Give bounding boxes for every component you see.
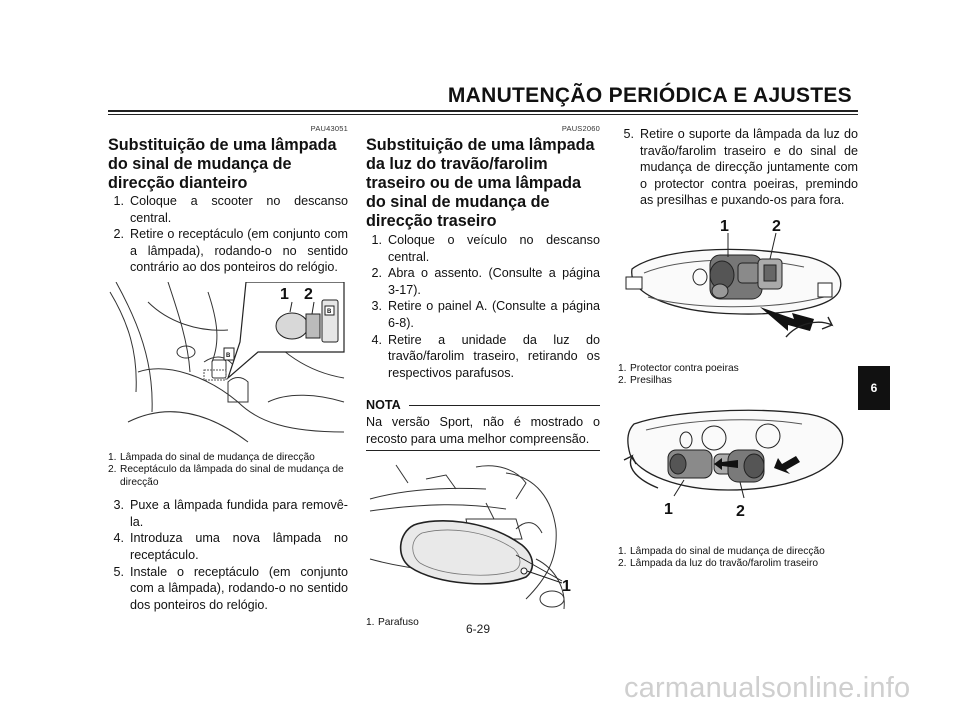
caption-item: 1. Protector contra poeiras bbox=[618, 362, 739, 374]
step-item: 1. Coloque o veículo no descanso central. bbox=[371, 233, 600, 264]
step-item: 5. Instale o receptáculo (em conjunto com a lâmpada), rodando-o no sentido dos ponteiros do relógio. bbox=[113, 564, 348, 612]
step-item: 5. Retire o suporte da lâmpada da luz do travão/farolim traseiro e do sinal de mudança de direcção juntamente com o protector contra poeiras, premindo as presilhas e puxando-os para fora. bbox=[623, 127, 858, 208]
front-turn-signal-illustration bbox=[108, 282, 348, 450]
callout-1: 1 bbox=[562, 578, 571, 596]
steps-list bbox=[108, 497, 348, 613]
figure-captions bbox=[618, 363, 858, 388]
rear-bulbs-illustration bbox=[618, 394, 858, 544]
nota-rule bbox=[366, 450, 600, 451]
callout-1: 1 bbox=[720, 217, 729, 235]
left-column bbox=[108, 124, 348, 613]
figure-front-turn-signal bbox=[108, 282, 348, 450]
caption-item: 2. Lâmpada da luz do travão/farolim traseiro bbox=[618, 558, 819, 570]
nota-heading: NOTA bbox=[366, 397, 600, 414]
section-heading: Substituição de uma lâmpada da luz do travão/farolim traseiro ou de uma lâmpada do sinal de mudança de direcção traseiro bbox=[366, 136, 595, 230]
callout-2: 2 bbox=[304, 285, 313, 303]
caption-item: 2. Receptáculo da lâmpada do sinal de mudança de direcção bbox=[108, 464, 344, 488]
caption-item: 1. Lâmpada do sinal de mudança de direcção bbox=[108, 451, 315, 463]
callout-2: 2 bbox=[772, 217, 781, 235]
steps-list bbox=[108, 193, 348, 276]
chapter-tab[interactable]: 6 bbox=[858, 366, 890, 410]
middle-column bbox=[366, 124, 600, 630]
bulb-holder-illustration bbox=[618, 213, 858, 357]
callout-2: 2 bbox=[736, 502, 745, 520]
figure-rear-bulbs bbox=[618, 394, 858, 544]
step-item: 4. Introduza uma nova lâmpada no receptáculo. bbox=[113, 531, 348, 562]
steps-list bbox=[366, 232, 600, 381]
section-heading: Substituição de uma lâmpada do sinal de mudança de direcção dianteiro bbox=[108, 136, 337, 192]
svg-text:B: B bbox=[226, 352, 231, 359]
step-item: 2. Abra o assento. (Consulte a página 3-17). bbox=[371, 266, 600, 297]
page-number: 6-29 bbox=[466, 622, 491, 636]
watermark: carmanualsonline.info bbox=[624, 672, 911, 704]
callout-1: 1 bbox=[664, 500, 673, 518]
section-code: PAUS2060 bbox=[561, 124, 600, 133]
figure-rear-light-unit bbox=[366, 459, 600, 615]
page-header-title: MANUTENÇÃO PERIÓDICA E AJUSTES bbox=[447, 84, 852, 107]
svg-text:B: B bbox=[327, 308, 332, 315]
header-rule-thin bbox=[108, 114, 858, 115]
caption-item: 1. Parafuso bbox=[366, 617, 419, 629]
section-code: PAU43051 bbox=[310, 124, 348, 133]
caption-item: 1. Lâmpada do sinal de mudança de direcção bbox=[618, 545, 825, 557]
rear-light-illustration bbox=[366, 459, 600, 615]
steps-list bbox=[618, 126, 858, 209]
step-item: 1. Coloque a scooter no descanso central. bbox=[113, 194, 348, 225]
callout-1: 1 bbox=[280, 285, 289, 303]
nota-text: Na versão Sport, não é mostrado o recosto para uma melhor compreensão. bbox=[366, 414, 600, 446]
step-item: 4. Retire a unidade da luz do travão/farolim traseiro, retirando os respectivos parafusos. bbox=[371, 332, 600, 380]
step-item: 2. Retire o receptáculo (em conjunto com a lâmpada), rodando-o no sentido contrário ao dos ponteiros do relógio. bbox=[113, 227, 348, 275]
right-column bbox=[618, 126, 858, 571]
figure-captions bbox=[108, 452, 348, 489]
figure-captions bbox=[618, 546, 858, 571]
caption-item: 2. Presilhas bbox=[618, 375, 672, 387]
step-item: 3. Retire o painel A. (Consulte a página 6-8). bbox=[371, 299, 600, 330]
nota-box bbox=[366, 397, 600, 451]
figure-bulb-holder bbox=[618, 213, 858, 357]
step-item: 3. Puxe a lâmpada fundida para removê-la. bbox=[113, 498, 348, 529]
header-rule bbox=[108, 110, 858, 112]
